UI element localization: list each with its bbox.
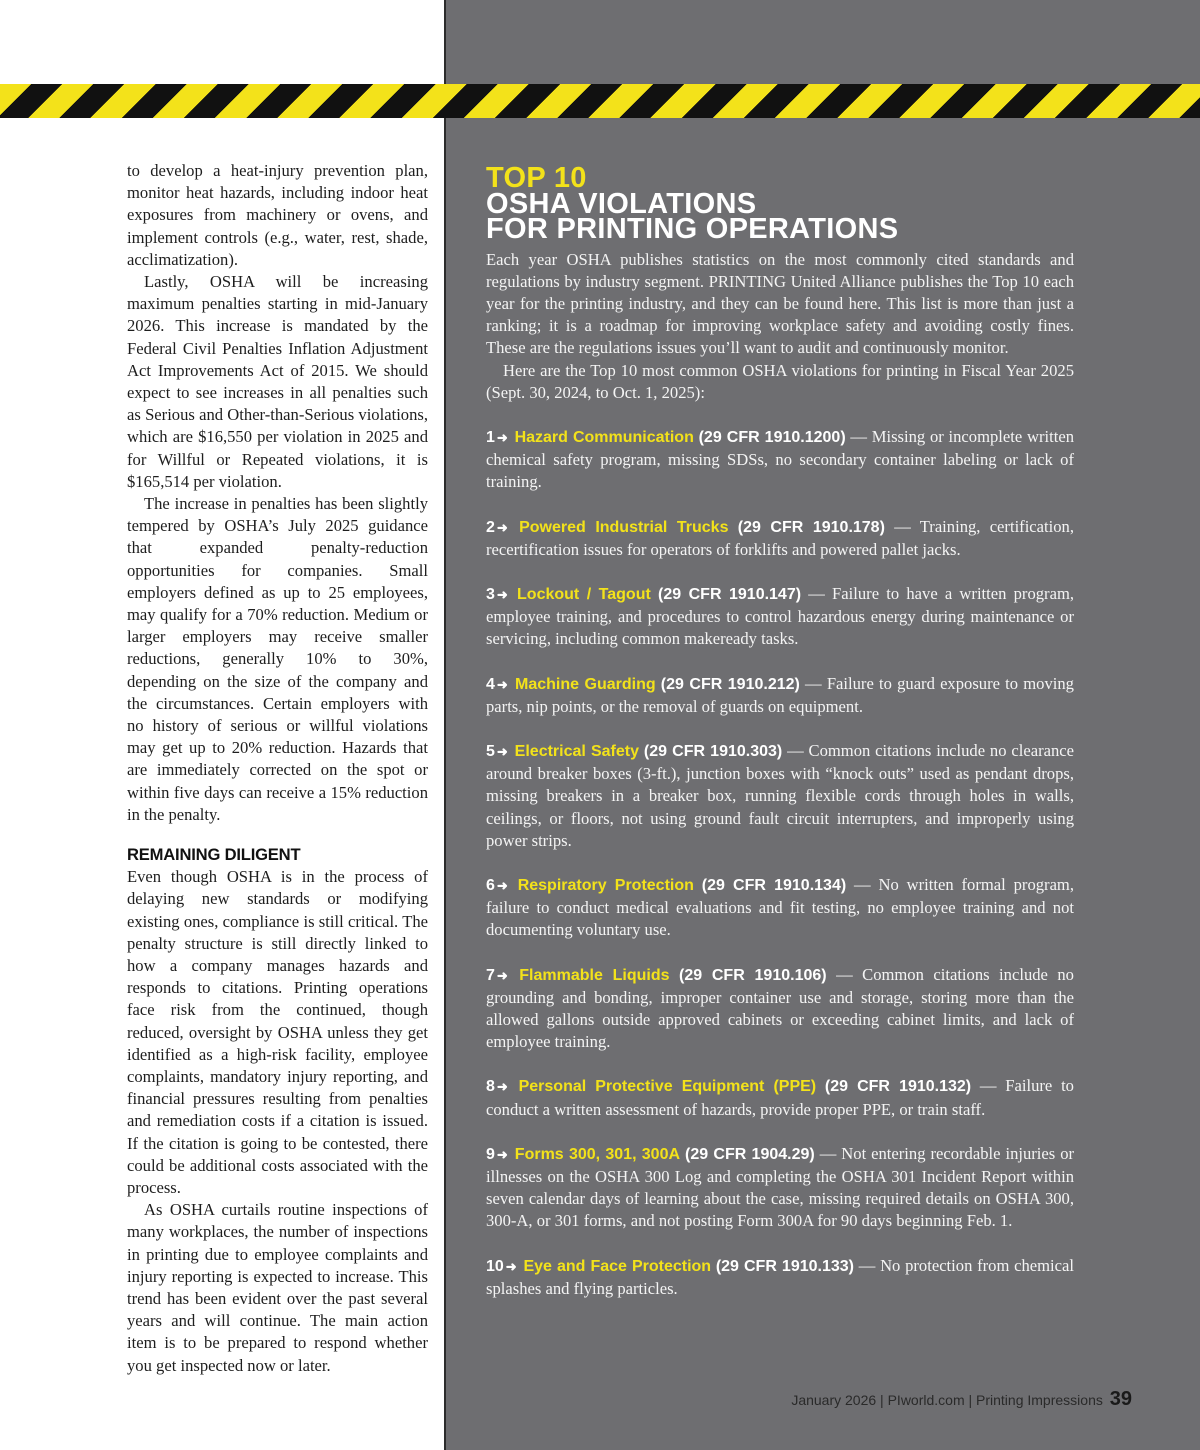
violation-cfr: (29 CFR 1910.132) — [824, 1078, 972, 1096]
arrow-icon: ➜ — [496, 967, 508, 983]
violation-description: — Training, certification, recertification issues for operators of forklifts and powered pallet jacks. — [486, 516, 1075, 559]
arrow-icon: ➜ — [496, 676, 508, 692]
arrow-icon: ➜ — [496, 519, 508, 535]
violation-item — [486, 516, 1074, 561]
page-number: 39 — [1109, 1388, 1132, 1410]
violation-cfr: (29 CFR 1910.178) — [737, 518, 885, 536]
sidebar-title-line2: OSHA VIOLATIONS — [486, 187, 757, 220]
violation-name: Eye and Face Protection — [523, 1257, 712, 1275]
violation-description: — Failure to have a written program, employee training, and procedures to control hazardous energy during maintenance or servicing, including common makeready tasks. — [486, 583, 1074, 649]
column-divider — [444, 0, 446, 1450]
violation-cfr: (29 CFR 1910.212) — [660, 675, 800, 693]
article-paragraph: to develop a heat-injury prevention plan, monitor heat hazards, including indoor heat exposures from machinery or ovens, and implement controls (e.g., water, rest, shade, acclimatization). — [127, 161, 428, 269]
violation-name: Lockout / Tagout — [517, 585, 651, 603]
violation-description: — Not entering recordable injuries or illnesses on the OSHA 300 Log and completing the OSHA 301 Incident Report within seven calendar days of learning about the case, missing required details on OSHA 300, 300-A, or 301 forms, and not posting Form 300A for 90 days beginning Feb. 1. — [486, 1143, 1075, 1231]
hazard-stripe-banner — [0, 84, 1200, 118]
violation-item — [486, 426, 1074, 494]
sidebar-title — [486, 162, 1074, 245]
violation-name: Personal Protective Equipment (PPE) — [518, 1078, 817, 1096]
violation-cfr: (29 CFR 1904.29) — [685, 1145, 815, 1163]
violation-description: — Missing or incomplete written chemical safety program, missing SDSs, no secondary container labeling or lack of training. — [486, 426, 1074, 492]
section-heading: REMAINING DILIGENT — [127, 845, 301, 865]
sidebar-title-line3: FOR PRINTING OPERATIONS — [486, 213, 899, 245]
footer-text: January 2026 | PIworld.com | Printing Impressions — [791, 1392, 1103, 1408]
arrow-icon: ➜ — [496, 743, 508, 759]
violation-item — [486, 583, 1074, 651]
arrow-icon: ➜ — [496, 429, 508, 445]
violation-name: Electrical Safety — [514, 742, 639, 760]
violation-number: 8 — [486, 1078, 495, 1096]
violation-number: 2 — [486, 518, 495, 536]
violation-item — [486, 740, 1074, 852]
arrow-icon: ➜ — [496, 1146, 508, 1162]
violation-name: Respiratory Protection — [517, 876, 694, 894]
violation-cfr: (29 CFR 1910.134) — [701, 876, 847, 894]
violation-description: — Common citations include no grounding and bonding, improper container use and storage, storing more than the allowed gallons outside approved cabinets or exceeding cabinet limits, and lack of employee training. — [486, 964, 1074, 1052]
violation-item — [486, 964, 1074, 1054]
violation-item — [486, 874, 1074, 942]
arrow-icon: ➜ — [496, 877, 508, 893]
violation-number: 9 — [486, 1145, 495, 1163]
violation-name: Machine Guarding — [515, 675, 656, 693]
arrow-icon: ➜ — [496, 1079, 508, 1095]
violation-cfr: (29 CFR 1910.1200) — [698, 428, 846, 446]
violation-name: Hazard Communication — [514, 428, 694, 446]
violation-cfr: (29 CFR 1910.106) — [678, 966, 827, 984]
violation-number: 4 — [486, 675, 495, 693]
violation-number: 10 — [486, 1257, 504, 1275]
sidebar-title-line1: TOP 10 — [486, 162, 587, 194]
sidebar-intro-paragraph: Each year OSHA publishes statistics on the most commonly cited standards and regulations by industry segment. PRINTING United Alliance publishes the Top 10 each year for the printing industry, and they can be found here. This list is more than just a ranking; it is a roadmap for improving workplace safety and avoiding costly fines. These are the regulations issues you’ll want to audit and continuously monitor. — [486, 249, 1074, 358]
violation-cfr: (29 CFR 1910.303) — [643, 742, 783, 760]
violation-item — [486, 1255, 1074, 1300]
article-paragraph: Lastly, OSHA will be increasing maximum penalties starting in mid-January 2026. This increase is mandated by the Federal Civil Penalties Inflation Adjustment Act Improvements Act of 2015. We should expect to see increases in all penalties such as Serious and Other-than-Serious violations, which are $16,550 per violation in 2025 and for Willful or Repeated violations, it is $165,514 per violation. — [127, 272, 428, 491]
violation-cfr: (29 CFR 1910.147) — [658, 585, 802, 603]
violation-cfr: (29 CFR 1910.133) — [715, 1257, 854, 1275]
violation-description: — No written formal program, failure to conduct medical evaluations and fit testing, no employee training and not documenting voluntary use. — [486, 874, 1074, 940]
violation-number: 7 — [486, 966, 495, 984]
violation-name: Forms 300, 301, 300A — [514, 1145, 681, 1163]
article-left-column — [127, 160, 428, 1377]
violation-item — [486, 1143, 1074, 1233]
violation-number: 3 — [486, 585, 495, 603]
article-paragraph: Even though OSHA is in the process of delaying new standards or modifying existing ones, compliance is still critical. The penalty structure is still directly linked to how a company manages hazards and responds to citations. Printing operations face risk from the continued, though reduced, oversight by OSHA unless they get identified as a high-risk facility, employee complaints, mandatory injury reporting, and financial pressures resulting from penalties and remediation costs if a citation is issued. If the citation is going to be contested, there could be additional costs associated with the process. — [127, 867, 428, 1197]
sidebar-intro — [486, 249, 1074, 404]
violation-description: — Common citations include no clearance around breaker boxes (3-ft.), junction boxes with “knock outs” used as pendant drops, missing breakers in a breaker box, running flexible cords through holes in walls, ceilings, or floors, not using ground fault circuit interrupters, and improperly using power strips. — [486, 740, 1074, 850]
top10-sidebar — [486, 162, 1075, 1322]
violations-list — [486, 426, 1074, 1300]
article-paragraph: The increase in penalties has been slightly tempered by OSHA’s July 2025 guidance that expanded penalty-reduction opportunities for companies. Small employers defined as up to 25 employees, may qualify for a 70% reduction. Medium or larger employers may receive smaller reductions, generally 10% to 30%, depending on the size of the company and the circumstances. Certain employers with no history of serious or willful violations may get up to 20% reduction. Hazards that are immediately corrected on the spot or within five days can receive a 15% reduction in the penalty. — [127, 494, 428, 824]
violation-item — [486, 673, 1074, 718]
violation-name: Powered Industrial Trucks — [519, 518, 729, 536]
article-paragraph: As OSHA curtails routine inspections of many workplaces, the number of inspections in printing due to employee complaints and injury reporting is expected to increase. This trend has been evident over the past several years and will continue. The main action item is to be prepared to respond whether you get inspected now or later. — [127, 1200, 428, 1375]
page-footer — [791, 1388, 1132, 1411]
violation-description: — No protection from chemical splashes and flying particles. — [486, 1255, 1074, 1298]
violation-number: 1 — [486, 428, 495, 446]
violation-description: — Failure to guard exposure to moving parts, nip points, or the removal of guards on equipment. — [486, 673, 1074, 716]
violation-item — [486, 1075, 1074, 1120]
arrow-icon: ➜ — [496, 586, 508, 602]
arrow-icon: ➜ — [505, 1258, 517, 1274]
violation-description: — Failure to conduct a written assessment of hazards, provide proper PPE, or train staff. — [486, 1076, 1074, 1119]
sidebar-intro-paragraph: Here are the Top 10 most common OSHA violations for printing in Fiscal Year 2025 (Sept. 30, 2024, to Oct. 1, 2025): — [486, 360, 1074, 402]
violation-name: Flammable Liquids — [519, 966, 670, 984]
violation-number: 6 — [486, 876, 495, 894]
violation-number: 5 — [486, 742, 495, 760]
